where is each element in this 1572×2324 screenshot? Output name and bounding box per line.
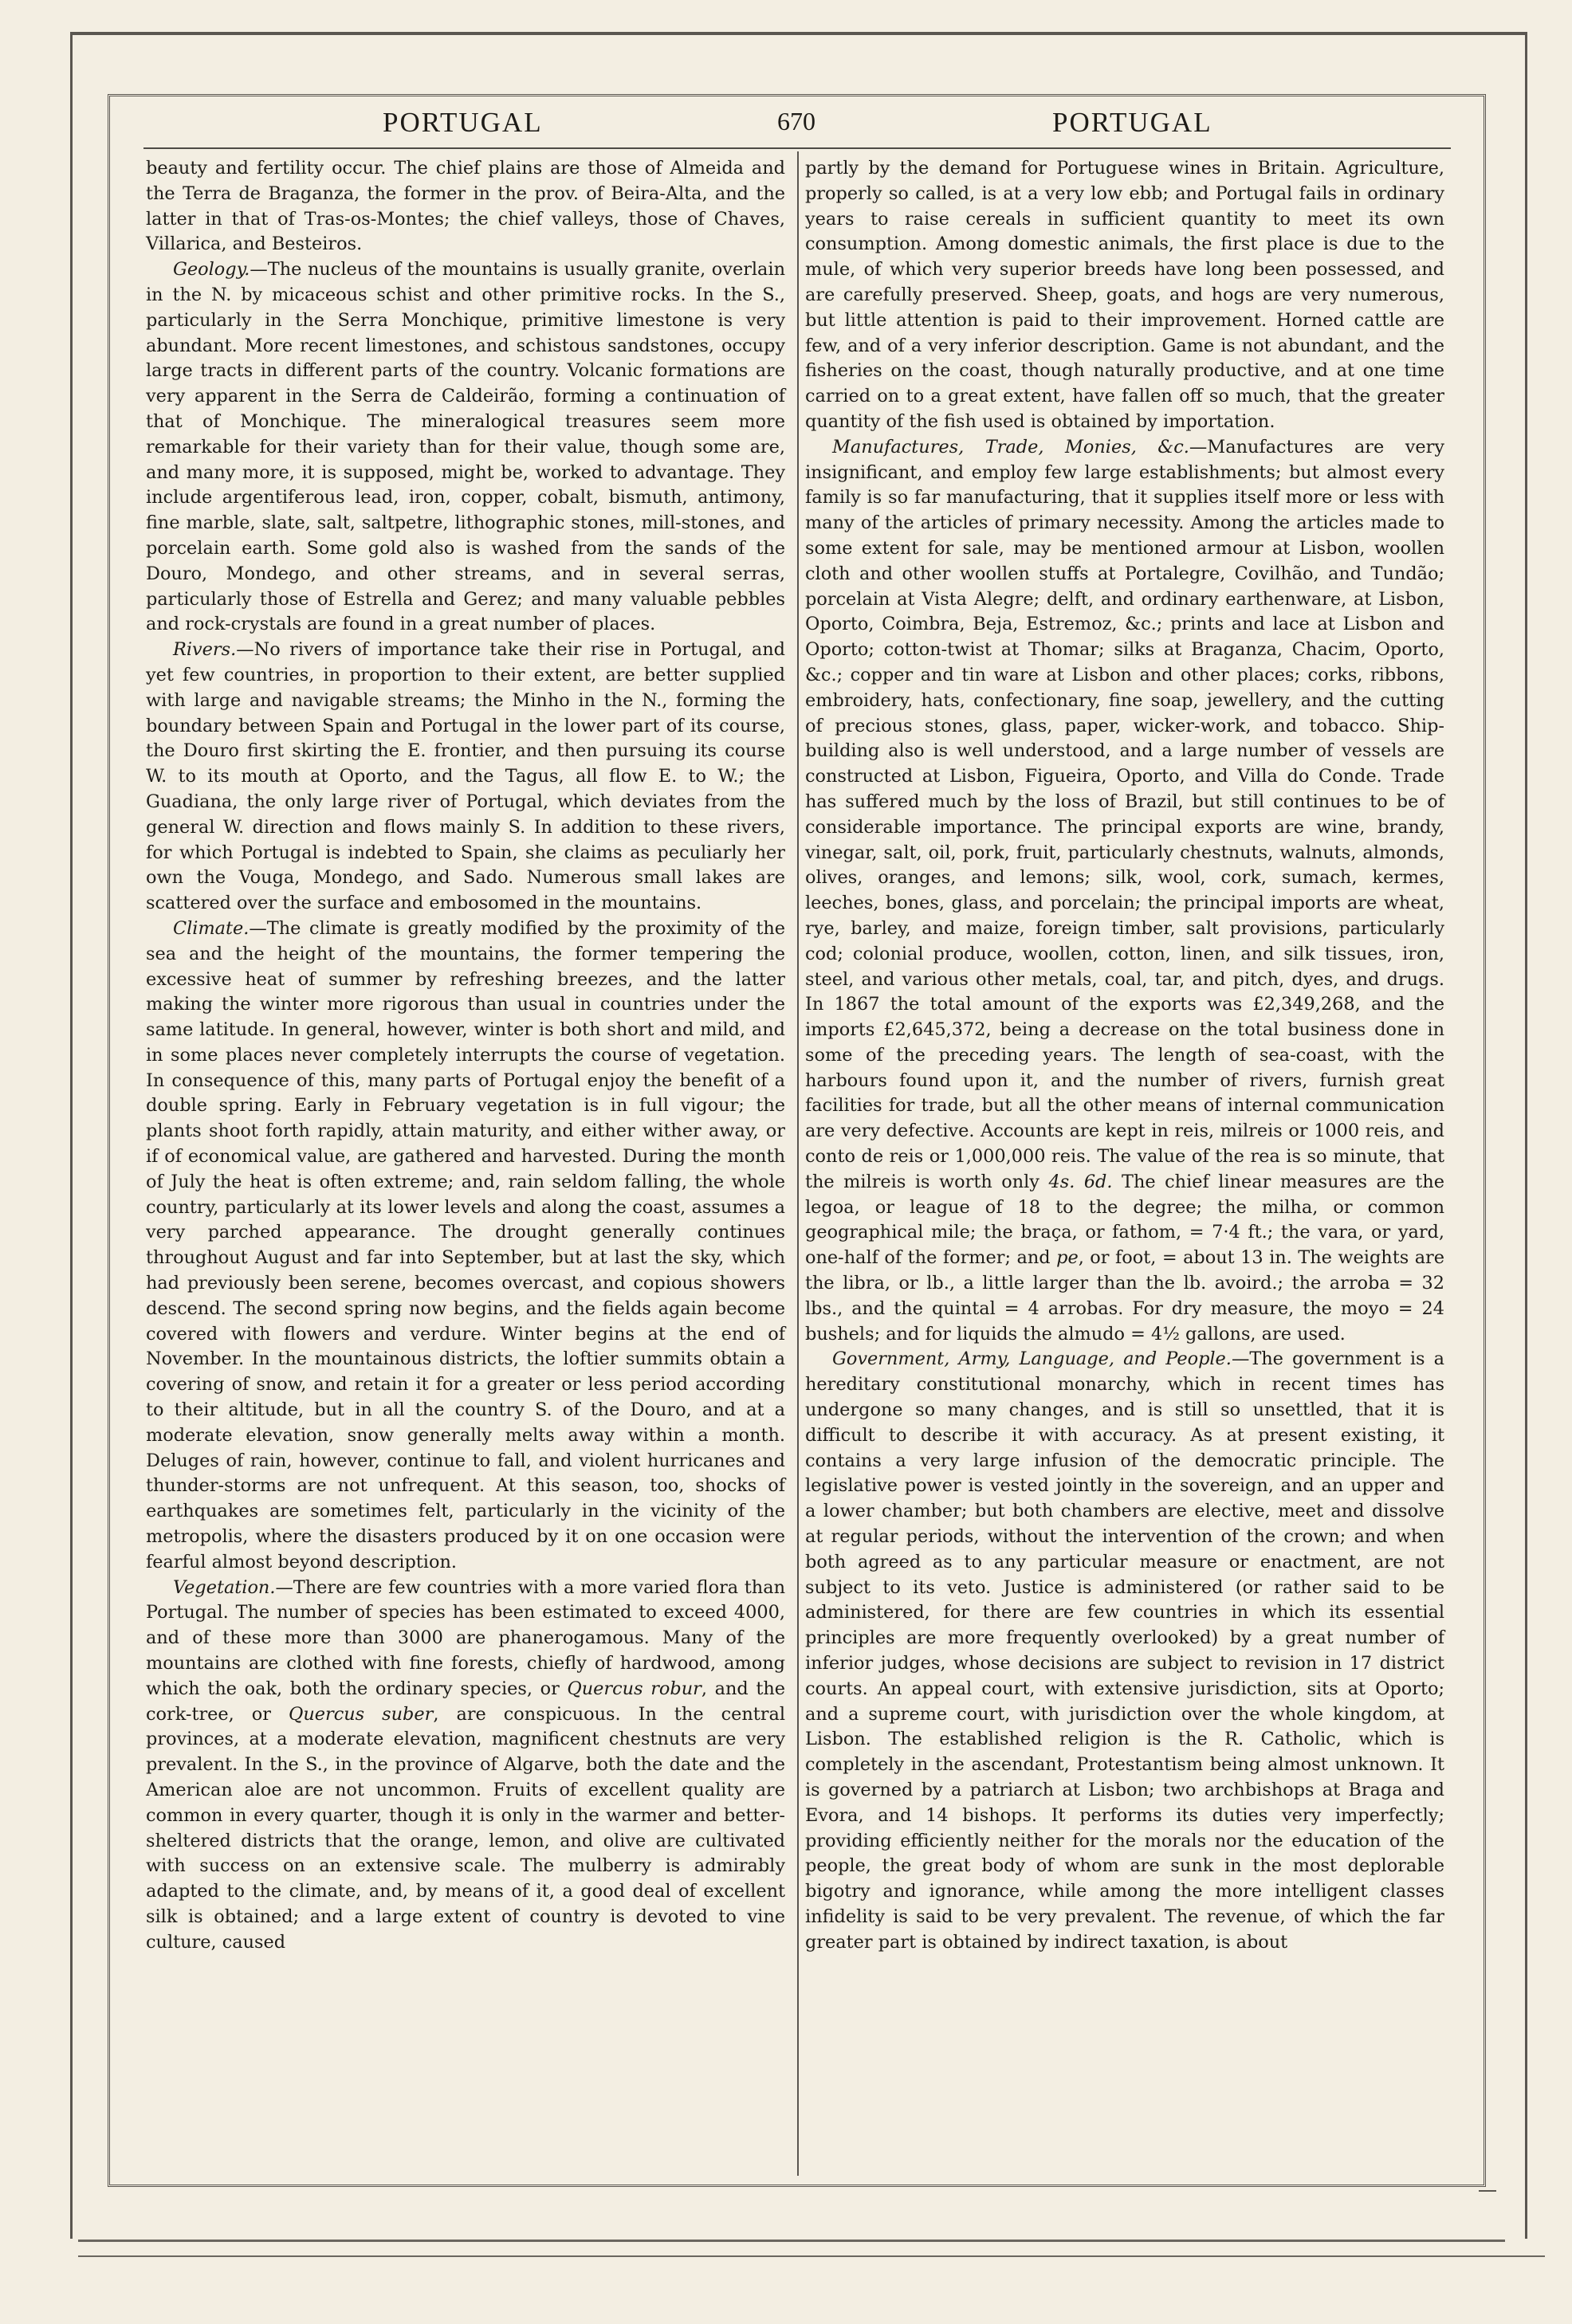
currency-pence: 6d.: [1083, 1171, 1113, 1192]
bottom-rule: [78, 2240, 1505, 2242]
paragraph-agriculture: partly by the demand for Portuguese wines in Britain. Agriculture, properly so called, is at a very low ebb; and Portugal fails in ordinary years to raise cereals in sufficient quantity to meet its own consumption. Among domestic animals, the first place is due to the mule, of which very superior breeds have long been possessed, and are carefully preserved. Sheep, goats, and hogs are very numerous, but little attention is paid to their improvement. Horned cattle are few, and of a very inferior description. Game is not abundant, and the fisheries on the coast, though naturally productive, and at one time carried on to a great extent, have fallen off so much, that the greater quantity of the fish used is obtained by importation.: [805, 158, 1444, 432]
section-heading-vegetation: Vegetation.: [173, 1576, 276, 1598]
paragraph-climate: Climate.—The climate is greatly modified by the proximity of the sea and the height of the mountains, the former tempering the excessive heat of summer by refreshing breezes, and the latter making the winter more rigorous than usual in countries under the same latitude. In general, however, winter is both short and mild, and in some places never completely interrupts the course of vegetation. In consequence of this, many parts of Portugal enjoy the benefit of a double spring. Early in February vegetation is in full vigour; the plants shoot forth rapidly, attain maturity, and either wither away, or if of economical value, are gathered and harvested. During the month of July the heat is often extreme; and, rain seldom falling, the whole country, particularly at its lower levels and along the coast, assumes a very parched appearance. The drought generally continues throughout August and far into September, but at last the sky, which had previously been serene, becomes overcast, and copious showers descend. The second spring now begins, and the fields again become covered with flowers and verdure. Winter begins at the end of November. In the mountainous districts, the loftier summits obtain a covering of snow, and retain it for a greater or less period according to their altitude, but in all the country S. of the Douro, and at a moderate elevation, snow generally melts away within a month. Deluges of rain, however, continue to fall, and violent hurricanes and thunder-storms are not unfrequent. At this season, too, shocks of earthquakes are sometimes felt, particularly in the vicinity of the metropolis, where the disasters produced by it on one occasion were fearful almost beyond description.: [146, 917, 785, 1572]
paragraph-rivers: Rivers.—No rivers of importance take their rise in Portugal, and yet few countries, in proportion to their extent, are better supplied with large and navigable streams; the Minho in the N., forming the boundary between Spain and Portugal in the lower part of its course, the Douro first skirting the E. frontier, and then pursuing its course W. to its mouth at Oporto, and the Tagus, all flow E. to W.; the Guadiana, the only large river of Portugal, which deviates from the general W. direction and flows mainly S. In addition to these rivers, for which Portugal is indebted to Spain, she claims as peculiarly her own the Vouga, Mondego, and Sado. Numerous small lakes are scattered over the surface and embosomed in the mountains.: [146, 639, 785, 914]
measure-term: pe: [1056, 1247, 1079, 1269]
section-heading-geology: Geology.: [173, 259, 250, 281]
paragraph-geology: Geology.—The nucleus of the mountains is usually granite, overlain in the N. by micaceous schist and other primitive rocks. In the S., particularly in the Serra Monchique, primitive limestone is very abundant. More recent limestones, and schistous sandstones, occupy large tracts in different parts of the country. Volcanic formations are very apparent in the Serra de Caldeirão, forming a continuation of that of Monchique. The mineralogical treasures seem more remarkable for their variety than for their value, though some are, and many more, it is supposed, might be, worked to advantage. They include argentiferous lead, iron, copper, cobalt, bismuth, antimony, fine marble, slate, salt, saltpetre, lithographic stones, mill-stones, and porcelain earth. Some gold also is washed from the sands of the Douro, Mondego, and other streams, and in several serras, particularly those of Estrella and Gerez; and many valuable pebbles and rock-crystals are found in a great number of places.: [146, 259, 785, 635]
paragraph-vegetation: Vegetation.—There are few countries with a more varied flora than Portugal. The number of species has been estimated to exceed 4000, and of these more than 3000 are phanerogamous. Many of the mountains are clothed with fine forests, chiefly of hardwood, among which the oak, both the ordinary species, or Quercus robur, and the cork-tree, or Quercus suber, are conspicuous. In the central provinces, at a moderate elevation, magnificent chestnuts are very prevalent. In the S., in the province of Algarve, both the date and the American aloe are not uncommon. Fruits of excellent quality are common in every quarter, though it is only in the warmer and better-sheltered districts that the orange, lemon, and olive are cultivated with success on an extensive scale. The mulberry is admirably adapted to the climate, and, by means of it, a good deal of excellent silk is obtained; and a large extent of country is devoted to vine culture, caused: [146, 1576, 786, 1953]
corner-mark: [1479, 2190, 1496, 2192]
page-number: 670: [777, 107, 815, 135]
running-title-left: PORTUGAL: [383, 107, 543, 138]
paragraph-government: Government, Army, Language, and People.—The government is a hereditary constitutional monarchy, which in recent times has undergone so many changes, and is still so unsettled, that it is difficult to describe it with accuracy. As at present existing, it contains a very large infusion of the democratic principle. The legislative power is vested jointly in the sovereign, and an upper and a lower chamber; but both chambers are elective, meet and dissolve at regular periods, without the intervention of the crown; and when both agreed as to any particular measure or enactment, are not subject to its veto. Justice is administered (or rather said to be administered, for there are few countries in which its essential principles are more frequently overlooked) by a great number of inferior judges, whose decisions are subject to revision in 17 district courts. An appeal court, with extensive jurisdiction, sits at Oporto; and a supreme court, with jurisdiction over the whole kingdom, at Lisbon. The established religion is the R. Catholic, which is completely in the ascendant, Protestantism being almost unknown. It is governed by a patriarch at Lisbon; two archbishops at Braga and Evora, and 14 bishops. It performs its duties very imperfectly; providing efficiently neither for the morals nor the education of the people, the great body of whom are sunk in the most deplorable bigotry and ignorance, while among the more intelligent classes infidelity is said to be very prevalent. The revenue, of which the far greater part is obtained by indirect taxation, is about: [805, 1348, 1444, 1953]
paragraph-plains: beauty and fertility occur. The chief plains are those of Almeida and the Terra de Braganza, the former in the prov. of Beira-Alta, and the latter in that of Tras-os-Montes; the chief valleys, those of Chaves, Villarica, and Besteiros.: [146, 158, 785, 255]
header-rule: [143, 147, 1451, 149]
currency-shillings: 4s.: [1048, 1171, 1075, 1192]
section-heading-rivers: Rivers.: [173, 639, 237, 661]
species-name: Quercus suber: [288, 1703, 434, 1725]
column-divider: [797, 151, 799, 2176]
running-header: [143, 100, 1451, 140]
paragraph-manufactures: Manufactures, Trade, Monies, &c.—Manufactures are very insignificant, and employ few large establishments; but almost every family is so far manufacturing, that it supplies itself more or less with many of the articles of primary necessity. Among the articles made to some extent for sale, may be mentioned armour at Lisbon, woollen cloth and other woollen stuffs at Portalegre, Covilhão, and Tundão; porcelain at Vista Alegre; delft, and ordinary earthenware, at Lisbon, Oporto, Coimbra, Beja, Estremoz, &c.; prints and lace at Lisbon and Oporto; cotton-twist at Thomar; silks at Braganza, Chacim, Oporto, &c.; copper and tin ware at Lisbon and other places; corks, ribbons, embroidery, hats, confectionary, fine soap, jewellery, and the cutting of precious stones, glass, paper, wicker-work, and tobacco. Ship-building also is well understood, and a large number of vessels are constructed at Lisbon, Figueira, Oporto, and Villa do Conde. Trade has suffered much by the loss of Brazil, but still continues to be of considerable importance. The principal exports are wine, brandy, vinegar, salt, oil, pork, fruit, particularly chestnuts, walnuts, almonds, olives, oranges, and lemons; silk, wool, cork, sumach, kermes, leeches, bones, glass, and porcelain; the principal imports are wheat, rye, barley, and maize, foreign timber, salt provisions, particularly cod; colonial produce, woollen, cotton, linen, and silk tissues, iron, steel, and various other metals, coal, tar, and pitch, dyes, and drugs. In 1867 the total amount of the exports was £2,349,268, and the imports £2,645,372, being a decrease on the total business done in some of the preceding years. The length of sea-coast, with the harbours found upon it, and the number of rivers, furnish great facilities for trade, but all the other means of internal communication are very defective. Accounts are kept in reis, milreis or 1000 reis, and conto de reis or 1,000,000 reis. The value of the rea is so minute, that the milreis is worth only 4s. 6d. The chief linear measures are the legoa, or league of 18 to the degree; the milha, or common geographical mile; the braça, or fathom, = 7·4 ft.; the vara, or yard, one-half of the former; and pe, or foot, = about 13 in. The weights are the libra, or lb., a little larger than the lb. avoird.; the arroba = 32 lbs., and the quintal = 4 arrobas. For dry measure, the moyo = 24 bushels; and for liquids the almudo = 4½ gallons, are used.: [805, 436, 1445, 1345]
right-column: [805, 156, 1444, 1956]
running-title-right: PORTUGAL: [1052, 107, 1212, 138]
species-name: Quercus robur: [567, 1678, 702, 1699]
section-heading-manufactures: Manufactures, Trade, Monies, &c.: [832, 436, 1189, 457]
bottom-rule: [78, 2255, 1545, 2257]
section-heading-government: Government, Army, Language, and People.: [832, 1348, 1232, 1370]
left-column: [146, 156, 785, 1956]
section-heading-climate: Climate.: [173, 917, 250, 939]
